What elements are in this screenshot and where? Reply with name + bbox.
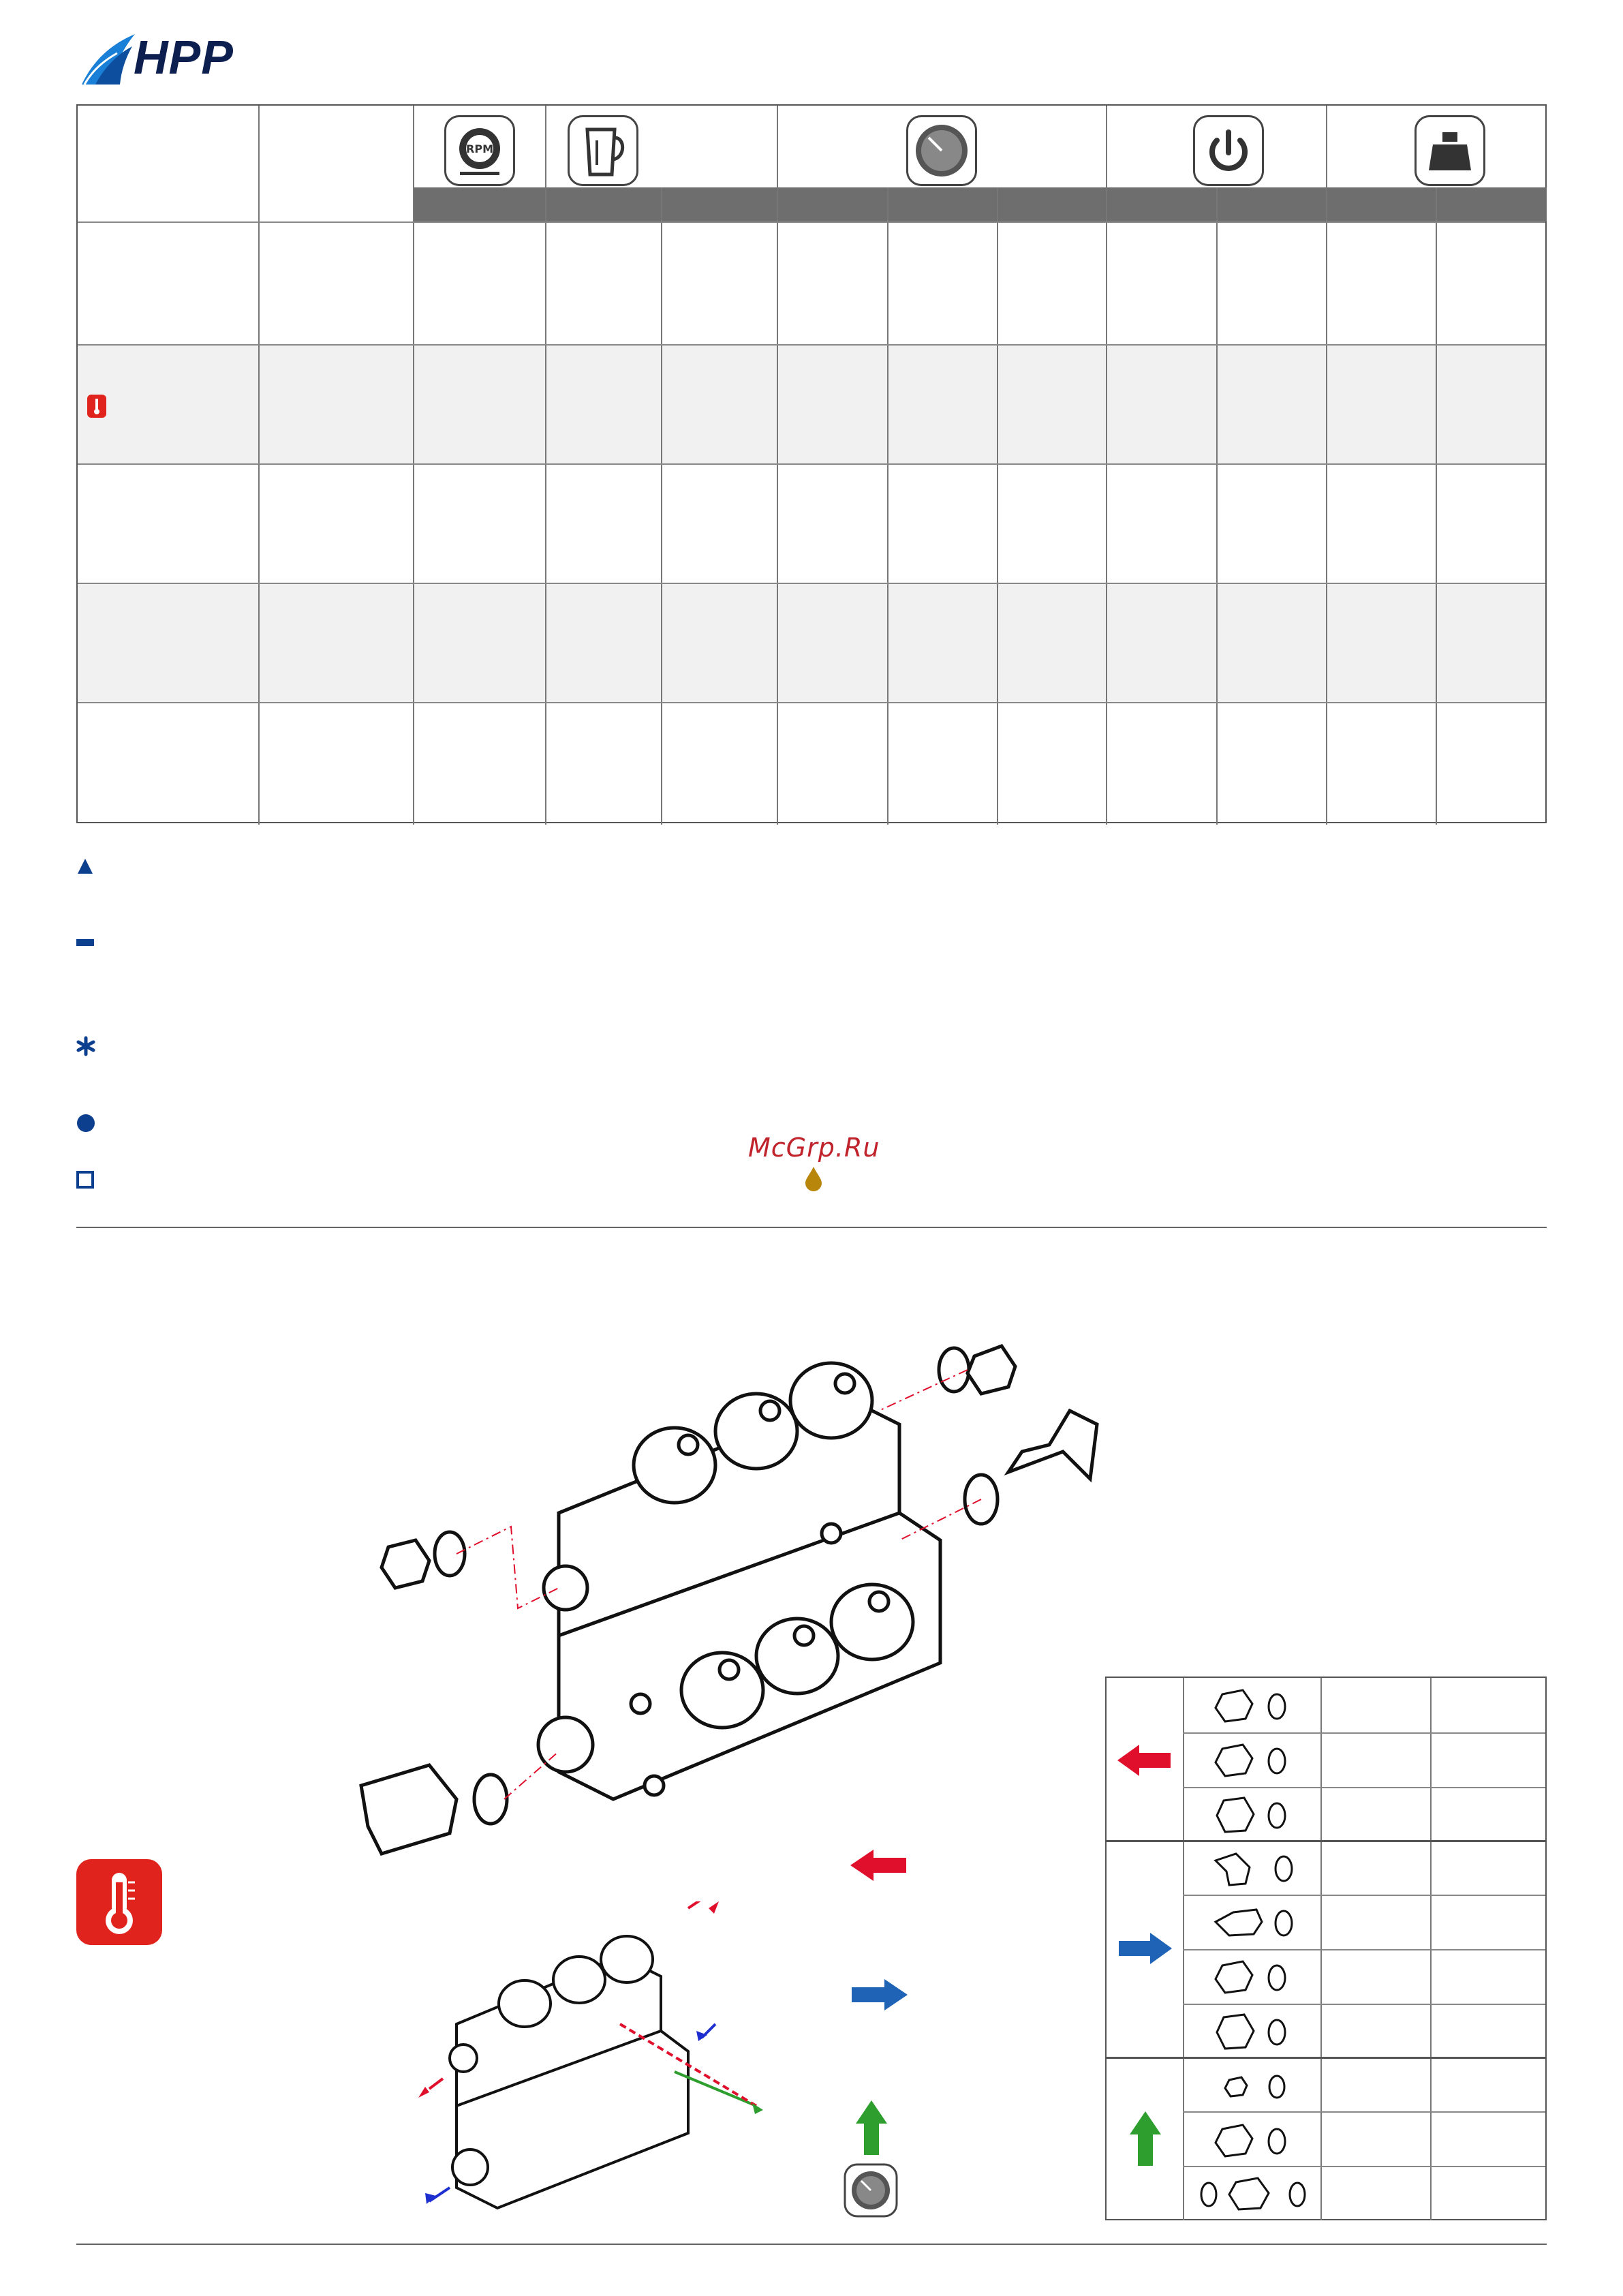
dash-icon bbox=[76, 938, 95, 947]
pressure-gauge-icon bbox=[906, 115, 977, 186]
flow-jug-icon bbox=[568, 115, 638, 186]
dot-icon bbox=[76, 1114, 95, 1133]
plug-with-washer-icon bbox=[1209, 1956, 1304, 1998]
oil-drop-icon bbox=[804, 1165, 823, 1191]
elbow-with-washer-icon bbox=[1209, 1847, 1304, 1889]
asterisk-icon bbox=[76, 1036, 95, 1056]
pump-head-exploded-drawing bbox=[354, 1308, 1124, 1888]
green-up-arrow-icon bbox=[1128, 2111, 1162, 2167]
fittings-table bbox=[1105, 1677, 1547, 2220]
temperature-warning-icon bbox=[76, 1859, 162, 1945]
nipple-with-washer-icon bbox=[1209, 1901, 1304, 1944]
green-up-arrow-icon bbox=[854, 2100, 888, 2156]
cap-with-washer-icon bbox=[1209, 2010, 1304, 2053]
cap-with-washer-icon bbox=[1209, 1794, 1304, 1836]
spec-table bbox=[76, 104, 1547, 823]
section-divider bbox=[76, 1227, 1547, 1228]
watermark-text: McGrp.Ru bbox=[748, 1133, 880, 1163]
triangle-icon bbox=[76, 857, 94, 875]
small-plug-with-washer-icon bbox=[1209, 2065, 1304, 2107]
weight-icon bbox=[1415, 115, 1485, 186]
brand-name: HPP bbox=[134, 31, 234, 84]
unit-header-band bbox=[414, 187, 1547, 221]
square-icon bbox=[76, 1171, 95, 1190]
plug-with-washer-icon bbox=[1209, 1739, 1304, 1781]
temperature-warning-icon bbox=[87, 395, 106, 418]
red-left-arrow-icon bbox=[1117, 1743, 1172, 1777]
pressure-gauge-icon bbox=[844, 2163, 898, 2218]
plug-with-washer-icon bbox=[1209, 2119, 1304, 2162]
row-shade bbox=[78, 345, 1545, 463]
plug-with-washer-icon bbox=[1209, 1685, 1304, 1727]
rpm-icon bbox=[444, 115, 515, 186]
double-washer-adapter-icon bbox=[1195, 2173, 1318, 2215]
power-icon bbox=[1193, 115, 1264, 186]
row-shade bbox=[78, 583, 1545, 702]
pump-orientation-drawing bbox=[416, 1901, 784, 2215]
red-left-arrow-icon bbox=[850, 1848, 908, 1882]
blue-right-arrow-icon bbox=[1117, 1931, 1172, 1965]
svg-text:RPM: RPM bbox=[466, 142, 493, 155]
footer-divider bbox=[76, 2244, 1547, 2245]
blue-right-arrow-icon bbox=[850, 1978, 908, 2012]
